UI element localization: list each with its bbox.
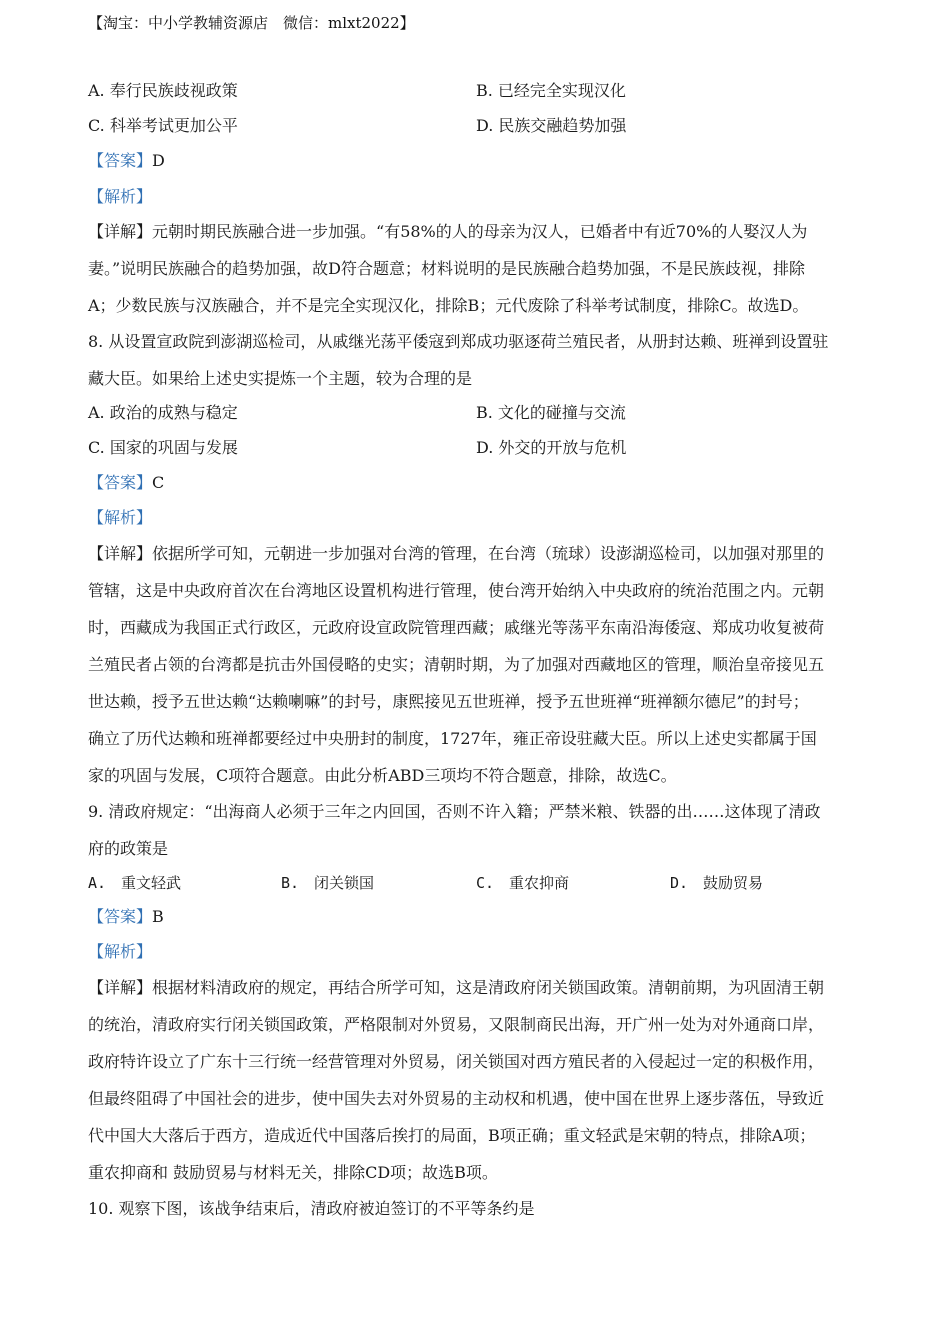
q7-option-c: C. 科举考试更加公平 xyxy=(88,116,238,135)
q7-option-d: D. 民族交融趋势加强 xyxy=(476,116,627,135)
detail-text: 根据材料清政府的规定，再结合所学可知，这是清政府闭关锁国政策。清朝前期，为巩固清王朝 xyxy=(152,978,825,997)
q9-detail-line: 但最终阻碍了中国社会的进步，使中国失去对外贸易的主动权和机遇，使中国在世界上逐步落伍，导致近 xyxy=(88,1089,825,1108)
q8-option-a: A. 政治的成熟与稳定 xyxy=(88,403,238,422)
q7-detail-line: A；少数民族与汉族融合，并不是完全实现汉化，排除B；元代废除了科举考试制度，排除C。故选D。 xyxy=(88,296,809,315)
q8-option-b: B. 文化的碰撞与交流 xyxy=(476,403,626,422)
answer-tag: 【答案】 xyxy=(88,473,153,492)
answer-tag: 【答案】 xyxy=(88,151,153,170)
q9-stem-line: 府的政策是 xyxy=(88,839,169,858)
q8-answer xyxy=(88,472,164,494)
q8-detail-line xyxy=(88,543,824,565)
answer-tag: 【答案】 xyxy=(88,907,153,926)
q9-detail-line: 重农抑商和 鼓励贸易与材料无关，排除CD项；故选B项。 xyxy=(88,1163,498,1182)
q8-detail-line: 兰殖民者占领的台湾都是抗击外国侵略的史实；清朝时期，为了加强对西藏地区的管理，顺治皇帝接见五 xyxy=(88,655,825,674)
page-header: 【淘宝：中小学教辅资源店 微信：mlxt2022】 xyxy=(88,14,415,32)
q8-detail-line: 管辖，这是中央政府首次在台湾地区设置机构进行管理，使台湾开始纳入中央政府的统治范围之内。元朝 xyxy=(88,581,825,600)
q7-option-b: B. 已经完全实现汉化 xyxy=(476,81,626,100)
q10-stem: 10. 观察下图，该战争结束后，清政府被迫签订的不平等条约是 xyxy=(88,1199,535,1218)
q8-analysis-tag: 【解析】 xyxy=(88,508,153,527)
answer-value: B xyxy=(152,907,164,926)
q8-stem-line: 8. 从设置宣政院到澎湖巡检司，从戚继光荡平倭寇到郑成功驱逐荷兰殖民者，从册封达赖、班禅到设置驻 xyxy=(88,332,829,351)
q7-detail-line: 妻。”说明民族融合的趋势加强，故D符合题意；材料说明的是民族融合趋势加强，不是民族歧视，排除 xyxy=(88,259,806,278)
q9-detail-line xyxy=(88,977,824,999)
q8-detail-line: 确立了历代达赖和班禅都要经过中央册封的制度，1727年，雍正帝设驻藏大臣。所以上述史实都属于国 xyxy=(88,729,817,748)
q8-stem-line: 藏大臣。如果给上述史实提炼一个主题，较为合理的是 xyxy=(88,369,473,388)
q9-option-a: A. 重文轻武 xyxy=(88,874,182,892)
q9-option-b: B. 闭关锁国 xyxy=(281,874,375,892)
answer-value: C xyxy=(152,473,165,492)
q8-detail-line: 世达赖，授予五世达赖“达赖喇嘛”的封号，康熙接见五世班禅，授予五世班禅“班禅额尔德尼”的封号； xyxy=(88,692,809,711)
q7-analysis-tag: 【解析】 xyxy=(88,187,153,206)
q8-detail-line: 家的巩固与发展，C项符合题意。由此分析ABD三项均不符合题意，排除，故选C。 xyxy=(88,766,677,785)
q9-detail-line: 代中国大大落后于西方，造成近代中国落后挨打的局面，B项正确；重文轻武是宋朝的特点，排除A项； xyxy=(88,1126,816,1145)
detail-tag: 【详解】 xyxy=(88,544,153,563)
q9-option-d: D. 鼓励贸易 xyxy=(670,874,764,892)
answer-value: D xyxy=(152,151,165,170)
q8-option-c: C. 国家的巩固与发展 xyxy=(88,438,238,457)
q8-detail-line: 时，西藏成为我国正式行政区，元政府设宣政院管理西藏；戚继光等荡平东南沿海倭寇、郑成功收复被荷 xyxy=(88,618,825,637)
q9-analysis-tag: 【解析】 xyxy=(88,942,153,961)
q8-option-d: D. 外交的开放与危机 xyxy=(476,438,627,457)
detail-text: 元朝时期民族融合进一步加强。“有58%的人的母亲为汉人，已婚者中有近70%的人娶汉人为 xyxy=(152,222,808,241)
detail-tag: 【详解】 xyxy=(88,222,153,241)
q7-option-a: A. 奉行民族歧视政策 xyxy=(88,81,238,100)
detail-tag: 【详解】 xyxy=(88,978,153,997)
detail-text: 依据所学可知，元朝进一步加强对台湾的管理，在台湾（琉球）设澎湖巡检司，以加强对那里的 xyxy=(152,544,825,563)
q9-stem-line: 9. 清政府规定：“出海商人必须于三年之内回国，否则不许入籍；严禁米粮、铁器的出……这体现了清政 xyxy=(88,802,821,821)
q7-answer xyxy=(88,150,165,172)
q9-detail-line: 政府特许设立了广东十三行统一经营管理对外贸易，闭关锁国对西方殖民者的入侵起过一定的积极作用， xyxy=(88,1052,825,1071)
q9-option-c: C. 重农抑商 xyxy=(476,874,570,892)
q9-answer xyxy=(88,906,164,928)
q7-detail-line xyxy=(88,221,807,243)
q9-detail-line: 的统治，清政府实行闭关锁国政策，严格限制对外贸易，又限制商民出海，开广州一处为对外通商口岸， xyxy=(88,1015,825,1034)
